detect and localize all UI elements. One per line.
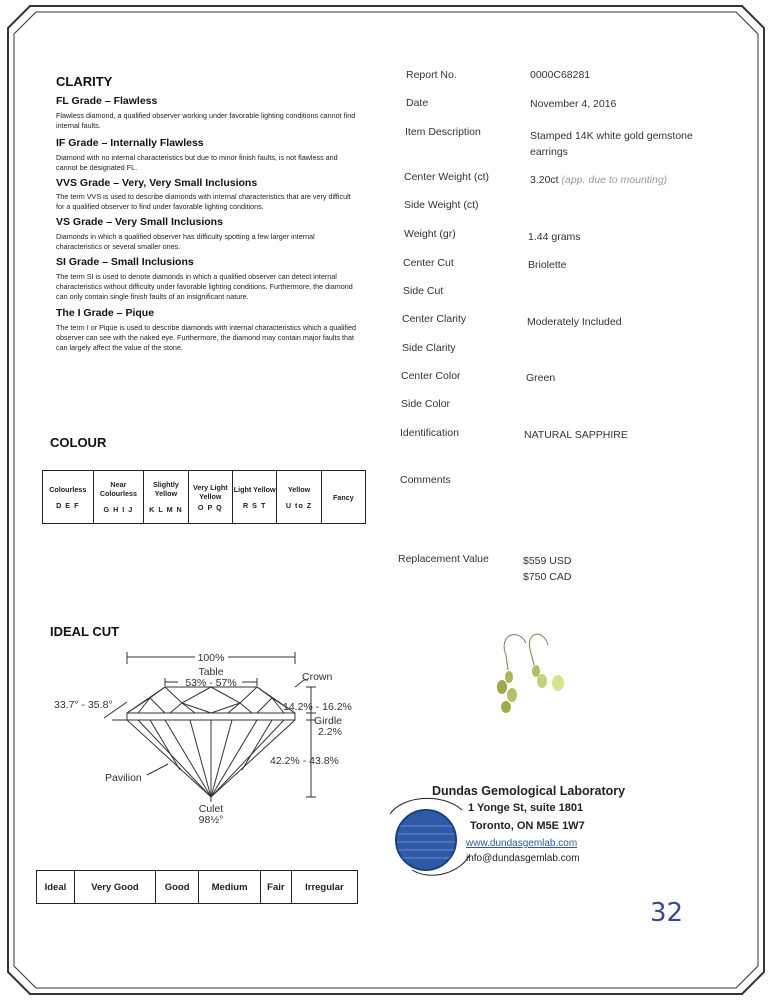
lab-email: info@dundasgemlab.com bbox=[466, 853, 580, 864]
clarity-grade-title: FL Grade – Flawless bbox=[56, 95, 158, 107]
clarity-grade-text: The term SI is used to denote diamonds in which a qualified observer can detect internal characteristics without difficulty under favorable lighting conditions. Furthermore, the diamond can only contain single finish faults of an insignificant nature. bbox=[56, 272, 353, 301]
lab-address-1: 1 Yonge St, suite 1801 bbox=[468, 802, 584, 814]
colour-cell: Near Colourless G H I J bbox=[93, 471, 144, 524]
cut-girdle-label: Girdle bbox=[314, 715, 343, 727]
field-label: Report No. bbox=[406, 69, 457, 81]
cut-table-label: Table bbox=[198, 666, 224, 678]
colour-cell: Yellow U to Z bbox=[277, 471, 321, 524]
field-value: November 4, 2016 bbox=[530, 98, 617, 110]
colour-cell: Slightly Yellow K L M N bbox=[144, 471, 188, 524]
cut-pavilion-depth: 42.2% - 43.8% bbox=[270, 755, 339, 767]
cut-grade-cell: Good bbox=[156, 871, 199, 904]
clarity-grade-text: The term VVS is used to describe diamonds with internal characteristics that are very difficult for a qualified observer to find under favorable lighting conditions. bbox=[56, 192, 351, 211]
clarity-title: CLARITY bbox=[56, 74, 113, 89]
clarity-grade-text: The term I or Pique is used to describe diamonds with internal characteristics which a qualified observer can see with the naked eye. Furthermore, the diamond may contain major faults that can largely affect the value of the stone. bbox=[56, 323, 357, 352]
field-value: NATURAL SAPPHIRE bbox=[524, 429, 628, 441]
cut-pavilion-label: Pavilion bbox=[105, 772, 142, 784]
earrings-photo bbox=[478, 625, 588, 715]
field-value: 0000C68281 bbox=[530, 69, 591, 81]
field-label: Center Color bbox=[401, 370, 461, 382]
clarity-grade-title: VS Grade – Very Small Inclusions bbox=[56, 216, 223, 228]
field-label: Center Cut bbox=[403, 257, 454, 269]
clarity-grade-text: Diamond with no internal characteristics but due to minor finish faults, is not flawless and cannot be designated FL. bbox=[56, 153, 338, 172]
field-label: Side Cut bbox=[403, 285, 444, 297]
cut-culet-label: Culet bbox=[198, 803, 224, 815]
field-value: Moderately Included bbox=[527, 316, 622, 328]
diamond-cut-diagram bbox=[40, 640, 370, 830]
clarity-grade-title: SI Grade – Small Inclusions bbox=[56, 256, 194, 268]
field-label: Comments bbox=[400, 474, 451, 486]
colour-cell: Colourless D E F bbox=[43, 471, 94, 524]
lab-seal-icon bbox=[382, 790, 472, 880]
lab-address-2: Toronto, ON M5E 1W7 bbox=[470, 820, 585, 832]
cut-crown-height: 14.2% - 16.2% bbox=[283, 701, 352, 713]
field-label: Side Clarity bbox=[402, 342, 456, 354]
cut-crown-label: Crown bbox=[302, 671, 333, 683]
clarity-grade-text: Flawless diamond, a qualified observer working under favorable lighting conditions cannot find internal faults. bbox=[56, 111, 356, 130]
field-value: Stamped 14K white gold gemstone earrings bbox=[530, 130, 693, 158]
colour-cell: Very Light Yellow O P Q bbox=[188, 471, 232, 524]
field-value: Green bbox=[526, 372, 556, 384]
colour-scale-table bbox=[42, 470, 366, 524]
field-note: (app. due to mounting) bbox=[561, 174, 668, 186]
cut-grade-cell: Ideal bbox=[37, 871, 75, 904]
field-label: Replacement Value bbox=[398, 553, 489, 565]
lab-website-link[interactable]: www.dundasgemlab.com bbox=[466, 838, 578, 849]
clarity-grade-title: VVS Grade – Very, Very Small Inclusions bbox=[56, 177, 258, 189]
field-label: Weight (gr) bbox=[404, 228, 456, 240]
field-label: Center Clarity bbox=[402, 313, 467, 325]
cut-grade-cell: Fair bbox=[260, 871, 291, 904]
field-value: $559 USD bbox=[523, 555, 572, 567]
cut-culet-pct: 98½° bbox=[198, 814, 224, 826]
field-value: 3.20ct (app. due to mounting) bbox=[530, 174, 668, 186]
field-value: Briolette bbox=[528, 259, 567, 271]
cut-100-label: 100% bbox=[197, 652, 225, 664]
cut-grade-cell: Very Good bbox=[74, 871, 155, 904]
field-label: Identification bbox=[400, 427, 459, 439]
field-label: Date bbox=[406, 97, 429, 109]
cut-girdle-pct: 2.2% bbox=[318, 726, 342, 738]
colour-cell: Fancy bbox=[321, 471, 365, 524]
field-label: Center Weight (ct) bbox=[404, 171, 489, 183]
clarity-grade-title: The I Grade – Pique bbox=[56, 307, 155, 319]
field-label: Side Weight (ct) bbox=[404, 199, 479, 211]
cut-grade-table bbox=[36, 870, 358, 904]
page-number: 32 bbox=[650, 898, 684, 928]
field-label: Item Description bbox=[405, 126, 481, 138]
cut-table-range: 53% - 57% bbox=[185, 677, 237, 689]
cut-grade-cell: Medium bbox=[199, 871, 261, 904]
cut-crown-angle: 33.7° - 35.8° bbox=[54, 699, 113, 711]
colour-title: COLOUR bbox=[50, 435, 107, 450]
cut-grade-cell: Irregular bbox=[291, 871, 357, 904]
ideal-cut-title: IDEAL CUT bbox=[50, 624, 120, 639]
field-label: Side Color bbox=[401, 398, 451, 410]
field-value: 1.44 grams bbox=[528, 231, 581, 243]
colour-cell: Light Yellow R S T bbox=[232, 471, 276, 524]
clarity-grade-title: IF Grade – Internally Flawless bbox=[56, 137, 204, 149]
field-value: $750 CAD bbox=[523, 571, 572, 583]
lab-name: Dundas Gemological Laboratory bbox=[432, 784, 626, 798]
clarity-grade-text: Diamonds in which a qualified observer has difficulty spotting a few larger internal characteristics or several smaller ones. bbox=[56, 232, 315, 251]
